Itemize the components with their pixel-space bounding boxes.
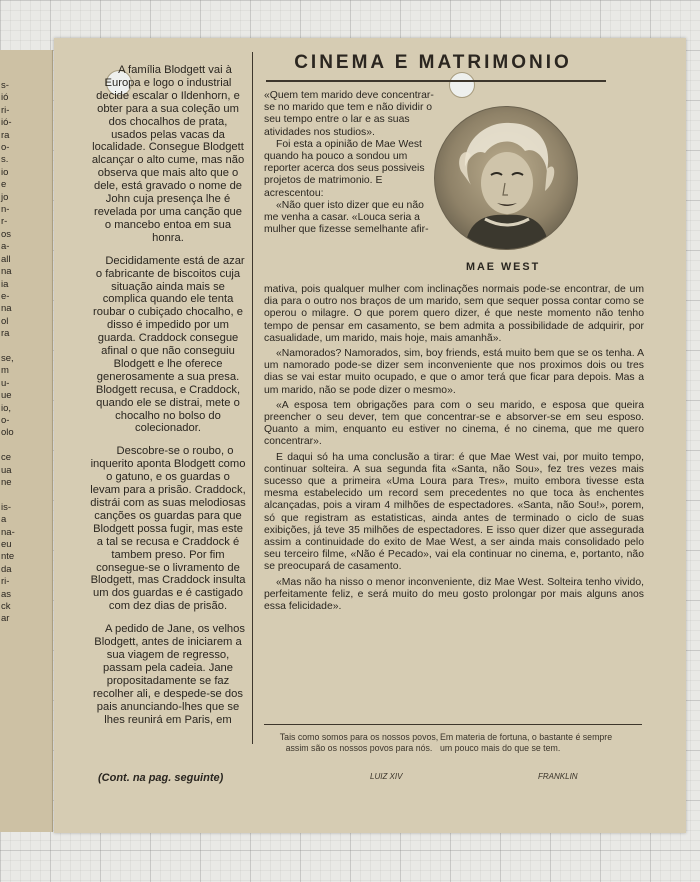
footnote-signature-left: LUIZ XIV bbox=[370, 772, 403, 781]
mae-west-portrait bbox=[434, 106, 578, 250]
footnote-signature-right: FRANKLIN bbox=[538, 772, 578, 781]
article-title: CINEMA E MATRIMONIO bbox=[294, 52, 572, 73]
portrait-caption: MAE WEST bbox=[466, 261, 541, 273]
body-paragraph: mativa, pois qualquer mulher com inclinações normais pode-se encontrar, de um dia para o outro nos braços de um marido, sem que sequer possa contar como se operou o milagre. O que porem quero dizer, é que neste momento não tenho tempo de pensar em casamento, se bem admita a possibilidade de adquirir, por casualidade, um marido, mais hoje, mais amanhã». bbox=[264, 284, 644, 344]
article-body bbox=[264, 284, 644, 616]
left-paragraph: Descobre-se o roubo, o inquerito aponta Blodgett como o gatuno, e os guardas o levam para a prisão. Craddock, distrái com as suas melodiosas canções os guardas para que Blodgett possa fugir, mas este a tal se recusa e Craddock é tambem preso. Por fim consegue-se o livramento de Blodgett, mas Craddock insulta um dos guardas e é castigado com dez dias de prisão. bbox=[90, 445, 246, 613]
fragment-text: s- ió ri- ió- ra o- s. io e jo n- r- os a- all na ia e- na ol ra se, m u- ue io, o- olo ce ua ne is- a na- eu nte da ri- as ck ar bbox=[1, 80, 15, 625]
body-paragraph: E daqui só ha uma conclusão a tirar: é que Mae West vai, por muito tempo, continuar solteira. A sua segunda fita «Santa, não Sou», fez tres vezes mais sucesso que a primeira «Uma Loura para Tres», muito embora tivesse esta mesma estabelecido um record sem precedentes no que toca às enchentes alcançadas, pois a viram 4 milhões de espectadores. «Santa, não Sou!», porem, só que registram as estatisticas, ainda antes de terminado o ciclo de suas exibições, já teve 35 milhões de espectadores. E isso quer dizer que assegurada assim a continuidade do exito de Mae West, a ser ainda mais consolidado pelo seu terceiro filme, «Não é Pecado», vai ela continuar no cinema, e, portanto, não se preocupará de casamento. bbox=[264, 451, 644, 573]
footnote-quote-right: Em materia de fortuna, o bastante é sempre um pouco mais do que se tem. bbox=[440, 732, 613, 753]
left-column bbox=[90, 64, 246, 736]
column-divider bbox=[252, 52, 253, 744]
intro-paragraph: Foi esta a opinião de Mae West quando ha pouco a sondou um reporter acerca dos seus possiveis projetos de matrimonio. E acrescentou: bbox=[264, 138, 425, 199]
footnote-quote-left: Tais como somos para os nossos povos, assim são os nossos povos para nós. bbox=[279, 732, 439, 753]
left-paragraph: A família Blodgett vai à Europa e logo o industrial decide escalar o Ildenhorn, e obter para a sua coleção um dos chocalhos de prata, usados pelas vacas da localidade. Consegue Blodgett alcançar o alto cume, mas não observa que mais alto que o dele, está gravado o nome de John cuja presença lhe é revelada por uma canção que o mancebo entoa em sua honra. bbox=[91, 64, 245, 244]
continuation-note: (Cont. na pag. seguinte) bbox=[98, 772, 224, 784]
adjacent-page-fragment bbox=[0, 50, 53, 832]
body-paragraph: «A esposa tem obrigações para com o seu marido, e esposa que queira preencher o seu dever, tem que concentrar-se e absorver-se em seu esposo. Quanto a mim, enquanto eu estiver no cinema, é no cinema, que me quero concentrar». bbox=[264, 399, 644, 448]
punch-hole bbox=[449, 72, 475, 98]
body-paragraph: «Mas não ha nisso o menor inconveniente, diz Mae West. Solteira tenho vivido, perfeitamente feliz, e será muito do meu gosto prolongar por mais alguns anos essa felicidade». bbox=[264, 576, 644, 613]
body-paragraph: «Namorados? Namorados, sim, boy friends, está muito bem que se os tenha. A um namorado pode-se dizer sem inconveniente que nos proximos dois ou tres dias se vai estar muito ocupado, e que o amor terá que ficar para depois. Mas a um marido, não se pode dizer o mesmo». bbox=[264, 348, 644, 396]
left-paragraph: Decididamente está de azar o fabricante de biscoitos cuja situação ainda mais se complica quando ele tenta roubar o cubiçado chocalho, e disso é impedido por um guarda. Craddock consegue afinal o que não conseguiu Blodgett e lhe oferece generosamente a sua presa. Blodgett recusa, e Craddock, quando ele se distrai, mete o chocalho no bolso do colecionador. bbox=[93, 254, 245, 435]
article-page bbox=[54, 38, 686, 833]
footnote-rule bbox=[264, 724, 642, 725]
left-paragraph: A pedido de Jane, os velhos Blodgett, antes de iniciarem a sua viagem de regresso, passam pela cadeia. Jane propositadamente se faz recolher ali, e despede-se dos pais anunciando-lhes que se lhes reunirá em Paris, em bbox=[93, 623, 245, 726]
title-rule bbox=[266, 80, 606, 82]
intro-text bbox=[264, 90, 436, 236]
intro-paragraph: «Quem tem marido deve concentrar-se no marido que tem e não dividir o seu tempo entre o lar e as suas atividades nos studios». bbox=[264, 90, 434, 138]
intro-paragraph: «Não quer isto dizer que eu não me venha a casar. «Louca seria a mulher que fizesse semelhante afir- bbox=[264, 199, 429, 236]
